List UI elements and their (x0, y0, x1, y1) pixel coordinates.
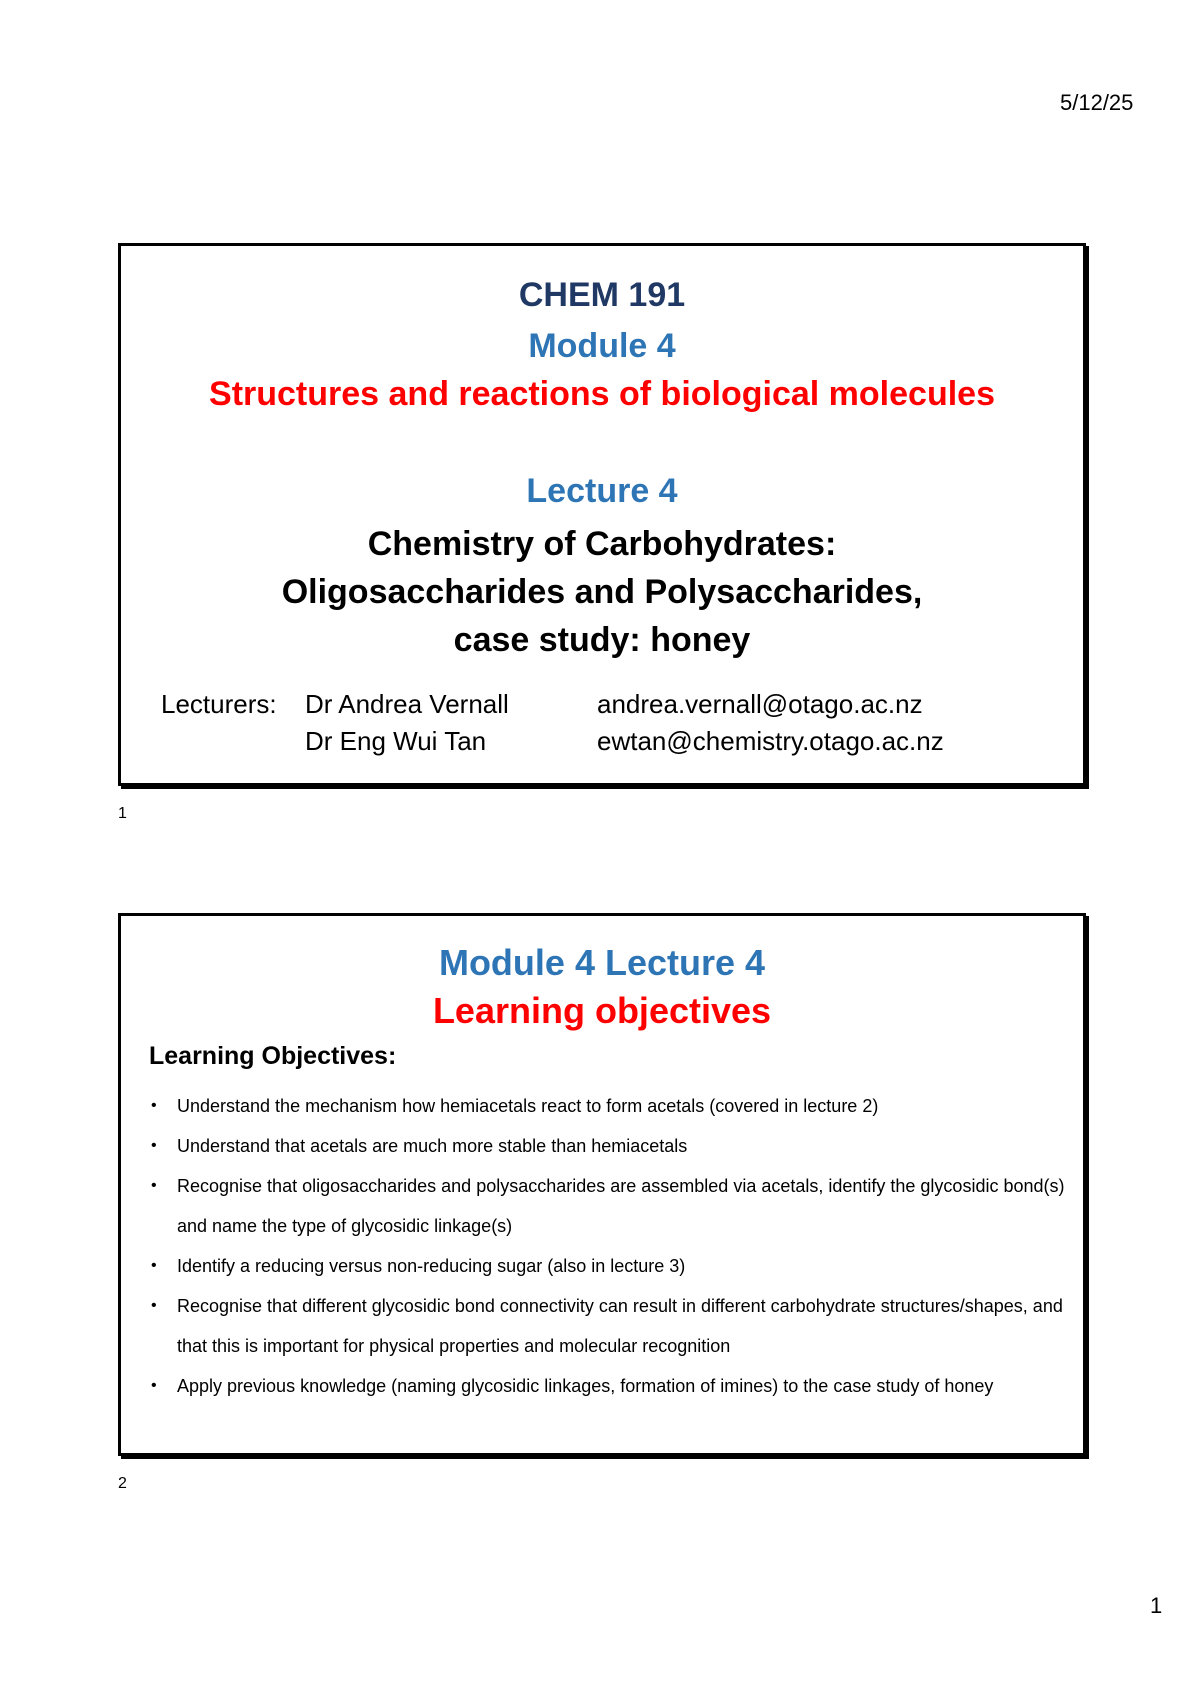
lecturer-name: Dr Eng Wui Tan (305, 726, 487, 756)
topic-line: Oligosaccharides and Polysaccharides, (281, 573, 923, 611)
objective-text: Recognise that oligosaccharides and polysaccharides are assembled via acetals, identify the glycosidic bond(s) and name the type of glycosidic linkage(s) (177, 1176, 1065, 1236)
bullet-icon: • (151, 1257, 157, 1274)
bullet-icon: • (151, 1177, 157, 1194)
lecturer-name: Dr Andrea Vernall (305, 689, 509, 719)
lecturers-label: Lecturers: (161, 689, 277, 719)
objectives-label: Learning Objectives: (149, 1042, 397, 1070)
slide-heading: Module 4 Lecture 4 (438, 942, 766, 983)
lecture-topic (121, 520, 1083, 664)
lecture-number: Lecture 4 (526, 472, 678, 510)
objective-text: Apply previous knowledge (naming glycosidic linkages, formation of imines) to the case study of honey (177, 1376, 994, 1396)
print-date: 5/12/25 (1060, 90, 1134, 115)
course-code: CHEM 191 (518, 276, 686, 314)
slide-1 (118, 243, 1086, 786)
slide-subheading: Learning objectives (432, 990, 772, 1031)
bullet-icon: • (151, 1377, 157, 1394)
objective-text: Understand that acetals are much more stable than hemiacetals (177, 1136, 688, 1156)
slide-number: 1 (118, 805, 127, 822)
objective-item (149, 1286, 1069, 1366)
bullet-icon: • (151, 1137, 157, 1154)
objective-item (149, 1366, 1069, 1406)
topic-line: case study: honey (453, 621, 751, 659)
objective-item (149, 1126, 1069, 1166)
bullet-icon: • (151, 1097, 157, 1114)
lecturer-email: ewtan@chemistry.otago.ac.nz (597, 726, 944, 756)
objective-text: Understand the mechanism how hemiacetals react to form acetals (covered in lecture 2) (177, 1096, 879, 1116)
objective-item (149, 1086, 1069, 1126)
objectives-list (149, 1086, 1069, 1406)
slide-2 (118, 913, 1086, 1456)
lecturer-email: andrea.vernall@otago.ac.nz (597, 689, 923, 719)
module-subtitle: Structures and reactions of biological molecules (209, 375, 995, 413)
objective-item (149, 1246, 1069, 1286)
module-title: Module 4 (528, 327, 676, 365)
page-number: 1 (1150, 1593, 1163, 1618)
objective-text: Identify a reducing versus non-reducing sugar (also in lecture 3) (177, 1256, 686, 1276)
bullet-icon: • (151, 1297, 157, 1314)
objective-text: Recognise that different glycosidic bond connectivity can result in different carbohydrate structures/shapes, and that this is important for physical properties and molecular recognition (177, 1296, 1063, 1356)
topic-line: Chemistry of Carbohydrates: (367, 525, 837, 563)
objective-item (149, 1166, 1069, 1246)
slide-number: 2 (118, 1475, 127, 1492)
